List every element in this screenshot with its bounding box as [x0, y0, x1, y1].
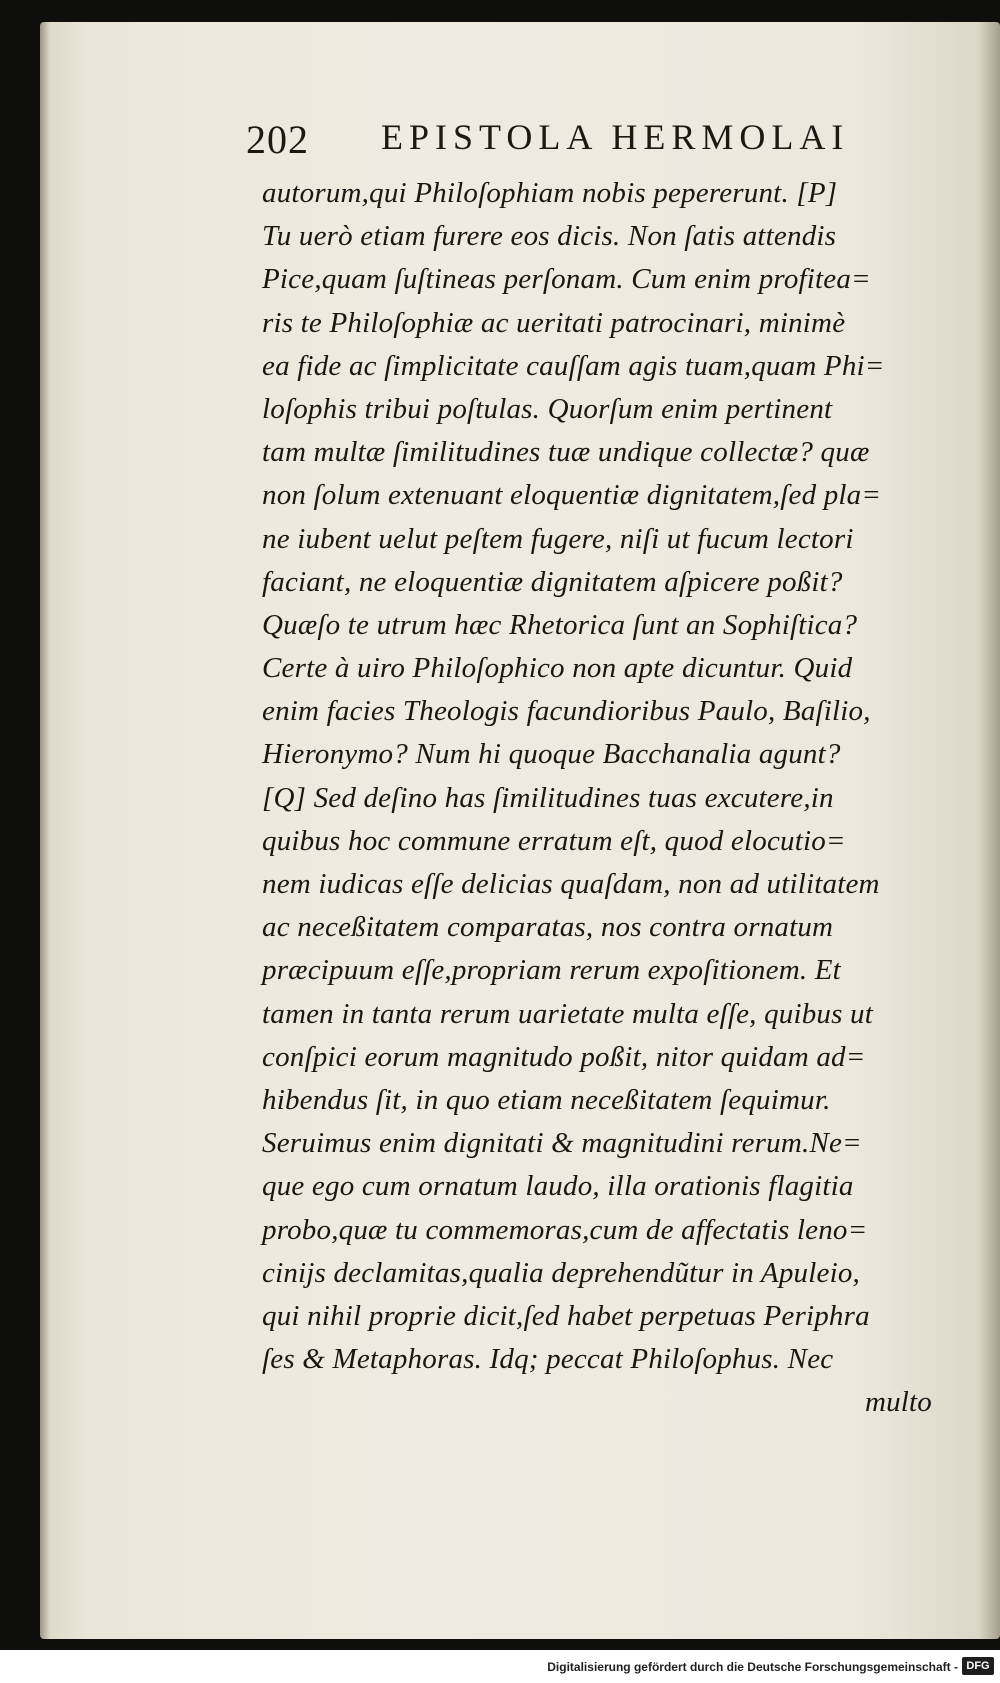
text-line: nem iudicas eſſe delicias quaſdam, non ad utilitatem — [262, 868, 880, 900]
page-edge-shadow — [40, 22, 50, 1639]
text-line: ſes & Metaphoras. Idq; peccat Philoſophus. Nec — [262, 1343, 834, 1376]
text-line: Pice,quam ſuſtineas perſonam. Cum enim profitea= — [262, 263, 871, 296]
text-line: ris te Philoſophiæ ac ueritati patrocinari, minimè — [262, 306, 846, 339]
text-line: non ſolum extenuant eloquentiæ dignitatem,ſed pla= — [262, 479, 882, 512]
text-line: quibus hoc commune erratum eſt, quod elocutio= — [262, 824, 846, 857]
page-number: 202 — [246, 117, 309, 162]
text-line: hibendus ſit, in quo etiam neceßitatem ſequimur. — [262, 1083, 831, 1116]
text-line: Certe à uiro Philoſophico non apte dicuntur. Quid — [262, 652, 853, 685]
text-line: ne iubent uelut peſtem fugere, niſi ut fucum lectori — [262, 522, 854, 555]
text-line: tam multæ ſimilitudines tuæ undique collectæ? quæ — [262, 436, 870, 469]
text-line: probo,quæ tu commemoras,cum de affectatis leno= — [262, 1213, 868, 1246]
page-header — [246, 116, 886, 172]
text-line: præcipuum eſſe,propriam rerum expoſitionem. Et — [262, 954, 841, 987]
text-line: autorum,qui Philoſophiam nobis pepererunt. [P] — [262, 177, 838, 209]
text-line: tamen in tanta rerum uarietate multa eſſe, quibus ut — [262, 997, 874, 1030]
text-line: [Q] Sed deſino has ſimilitudines tuas excutere,in — [262, 781, 834, 814]
page-gutter-shadow — [978, 22, 1000, 1639]
funding-credit: Digitalisierung gefördert durch die Deutsche Forschungsgemeinschaft - — [547, 1660, 958, 1674]
text-line: qui nihil proprie dicit,ſed habet perpetuas Periphra — [262, 1299, 870, 1332]
text-line: enim facies Theologis facundioribus Paulo, Baſilio, — [262, 695, 871, 728]
text-line: Tu uerò etiam furere eos dicis. Non ſatis attendis — [262, 220, 837, 253]
text-line: que ego cum ornatum laudo, illa orationis flagitia — [262, 1170, 854, 1203]
text-line: ac neceßitatem comparatas, nos contra ornatum — [262, 911, 834, 944]
text-line: Seruimus enim dignitati & magnitudini rerum.Ne= — [262, 1127, 862, 1160]
catchword: multo — [864, 1386, 932, 1419]
dfg-logo: DFG — [962, 1657, 994, 1675]
text-line: loſophis tribui poſtulas. Quorſum enim pertinent — [262, 392, 833, 425]
text-line: Quæſo te utrum hæc Rhetorica ſunt an Sophiſtica? — [262, 608, 858, 641]
text-line: ea fide ac ſimplicitate cauſſam agis tuam,quam Phi= — [262, 349, 885, 382]
text-line: conſpici eorum magnitudo poßit, nitor quidam ad= — [262, 1040, 866, 1073]
footer-bar — [0, 1652, 1000, 1683]
text-line: cinijs declamitas,qualia deprehendũtur in Apuleio, — [262, 1256, 860, 1289]
text-line: faciant, ne eloquentiæ dignitatem aſpicere poßit? — [262, 565, 843, 598]
running-head: EPISTOLA HERMOLAI — [381, 117, 850, 157]
body-text — [262, 172, 962, 1424]
text-line: Hieronymo? Num hi quoque Bacchanalia agunt? — [262, 738, 841, 771]
